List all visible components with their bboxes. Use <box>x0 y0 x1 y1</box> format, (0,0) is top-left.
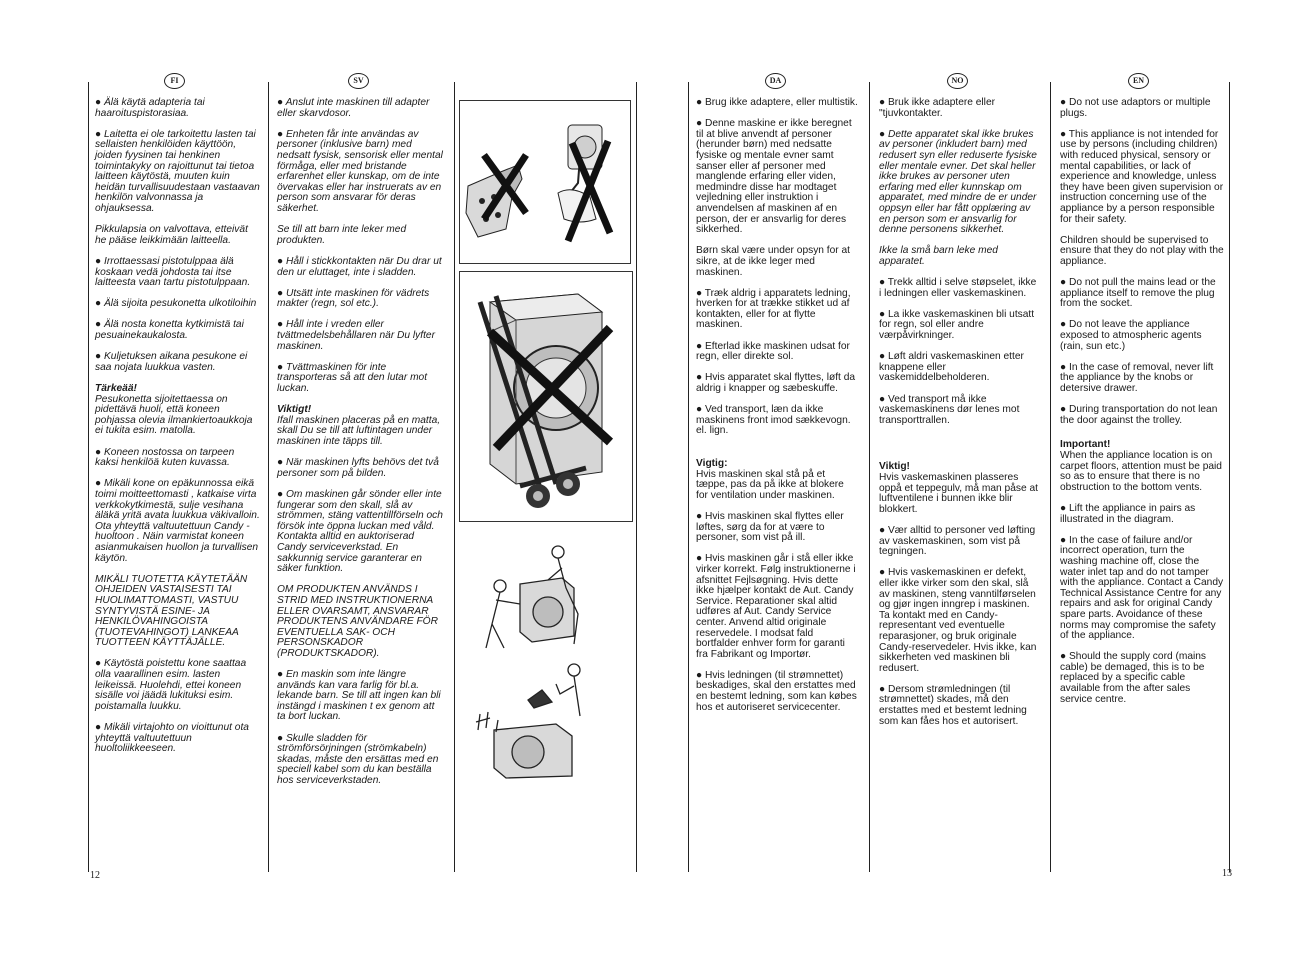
en-important-text: When the appliance location is on carpet floors, attention must be paid so as to ensure that there is no obstruction to the bottom vents. <box>1060 450 1222 493</box>
person-phoning-service-icon <box>476 664 580 778</box>
en-paragraph: ● Do not leave the appliance exposed to atmospheric agents (rain, sun etc.) <box>1060 319 1202 352</box>
no-paragraph: ● Hvis vaskemaskinen er defekt, eller ikke virker som den skal, slå av maskinen, steng vanntilførselen og gjør ingen inngrep i maskinen. Ta kontakt med en Candy-representant ved eventuelle reparasjoner, og bruk originale Candy-reservedeler. Hvis ikke, kan sikkerheten ved maskinen bli redusert. <box>879 567 1037 674</box>
sv-important-text: Ifall maskinen placeras på en matta, skall Du se till att luftintagen under maskinen inte täpps till. <box>277 414 441 447</box>
language-badge-sv: SV <box>348 73 369 89</box>
column-da <box>696 98 858 724</box>
en-paragraph: ● Should the supply cord (mains cable) be demaged, this is to be replaced by a specific cable available from the after sales service centre. <box>1060 651 1207 705</box>
fi-paragraph: Pikkulapsia on valvottava, etteivät he pääse leikkimään laitteella. <box>95 224 248 246</box>
da-paragraph: ● Efterlad ikke maskinen udsat for regn, eller direkte sol. <box>696 340 850 363</box>
da-important-text: Hvis maskinen skal stå på et tæppe, pas da på ikke at blokere for ventilation under maskinen. <box>696 468 844 501</box>
column-rule-7 <box>1050 82 1051 872</box>
no-paragraph-italic: Ikke la små barn leke med apparatet. <box>879 245 998 267</box>
no-important-title: Viktig! <box>879 461 910 473</box>
sv-paragraph: ● När maskinen lyfts behövs det två personer som på bilden. <box>277 457 439 479</box>
fi-important-title: Tärkeää! <box>95 383 137 395</box>
no-paragraph: ● Dersom strømledningen (til strømnettet) skades, må den erstattes med et bestemt ledning som kan fåes hos et autorisert. <box>879 683 1027 727</box>
no-paragraph: ● Løft aldri vaskemaskinen etter knappene eller vaskemiddelbeholderen. <box>879 351 1024 384</box>
da-paragraph: Børn skal være under opsyn for at sikre, at de ikke leger med maskinen. <box>696 245 851 278</box>
sv-important-title: Viktigt! <box>277 404 312 416</box>
fi-paragraph: ● Laitetta ei ole tarkoitettu lasten tai sellaisten henkilöiden käyttöön, joiden fyysinen tai henkinen toimintakyky on rajoittunut tai tietoa laitteen käytöstä, muuten kuin heidän turvallisuudestaan vastaavan henkilön valvonnassa ja ohjauksessa. <box>95 128 260 214</box>
fi-paragraph: MIKÄLI TUOTETTA KÄYTETÄÄN OHJEIDEN VASTAISESTI TAI HUOLIMATTOMASTI, VASTUU SYNTYVISTÄ ESINE- JA HENKILÖVAHINGOISTA (TUOTEVAHINGOT) LANKEAA TUOTTEEN KÄYTTÄJÄLLE. <box>95 573 248 649</box>
language-badge-no: NO <box>947 73 968 89</box>
fi-paragraph: ● Mikäli kone on epäkunnossa eikä toimi moitteettomasti , katkaise virta verkkokytkimestä, sulje vesihana äläkä yritä avata luukkua väkivalloin. Ota yhteyttä valtuutettuun Candy - huoltoon . Näin varmistat koneen asianmukaisen huollon ja turvallisen käytön. <box>95 478 260 564</box>
illustration-trolley-frame <box>459 271 633 522</box>
trolley-washer-crossed-icon <box>480 294 610 508</box>
fi-paragraph: ● Kuljetuksen aikana pesukone ei saa nojata luukkua vasten. <box>95 351 248 373</box>
da-paragraph: ● Brug ikke adaptere, eller multistik. <box>696 97 858 108</box>
da-paragraph: ● Træk aldrig i apparatets ledning, hverken for at trække stikket ud af kontakten, eller for at flytte maskinen. <box>696 287 851 331</box>
no-paragraph: ● Ved transport må ikke vaskemaskinens dør lenes mot transporttrallen. <box>879 393 1020 426</box>
illustration-service <box>470 660 594 780</box>
sv-paragraph: ● Utsätt inte maskinen för vädrets makter (regn, sol etc.). <box>277 287 430 310</box>
en-paragraph: Children should be supervised to ensure that they do not play with the appliance. <box>1060 234 1224 267</box>
sv-paragraph: ● En maskin som inte längre används kan vara farlig för bl.a. lekande barn. Se till att ingen kan bli instängd i maskinen t ex genom att ta bort luckan. <box>277 669 441 723</box>
no-paragraph: ● Trekk alltid i selve støpselet, ikke i ledningen eller vaskemaskinen. <box>879 277 1037 299</box>
plug-adapter-crossed-icon <box>466 155 526 237</box>
column-sv <box>277 98 445 797</box>
sv-paragraph: ● Skulle sladden för strömförsörjningen (strömkabeln) skadas, måste den ersättas med en speciell kabel som du kan beställa hos serviceverkstaden. <box>277 732 439 786</box>
column-en <box>1060 98 1224 716</box>
no-paragraph: ● Vær alltid to personer ved løfting av vaskemaskinen, som vist på tegningen. <box>879 524 1036 558</box>
column-rule-3 <box>454 82 455 872</box>
sv-paragraph: ● Anslut inte maskinen till adapter eller skarvdosor. <box>277 97 430 119</box>
no-important-text: Hvis vaskemaskinen plasseres oppå et teppegulv, må man påse at luftventilene i bunnen ikke blir blokkert. <box>879 472 1038 515</box>
sv-paragraph: OM PRODUKTEN ANVÄNDS I STRID MED INSTRUKTIONERNA ELLER OVARSAMT, ANSVARAR PRODUKTENS ANVÄNDARE FÖR EVENTUELLA SAK- OCH PERSONSKADOR (PRODUKTSKADOR). <box>277 584 438 659</box>
language-badge-en: EN <box>1128 73 1149 89</box>
en-paragraph: ● Do not pull the mains lead or the appliance itself to remove the plug from the socket. <box>1060 277 1216 310</box>
sv-paragraph: ● Håll i stickkontakten när Du drar ut den ur eluttaget, inte i sladden. <box>277 255 442 278</box>
en-paragraph: ● Lift the appliance in pairs as illustrated in the diagram. <box>1060 502 1196 525</box>
fi-important-text: Pesukonetta sijoitettaessa on pidettävä huoli, että koneen pohjassa olevia ilmankiertoaukkoja ei tukita esim. matolla. <box>95 393 253 437</box>
page-number-left: 12 <box>90 870 100 881</box>
no-paragraph-italic: ● Dette apparatet skal ikke brukes av personer (inkludert barn) med redusert syn eller reduserte fysiske eller mentale evner. Det skal heller ikke brukes av personer uten erfaring med eller kunnskap om apparatet, med mindre de er under oppsyn eller har fått opplæring av en person som er ansvarlig for denne personens sikkerhet. <box>879 128 1037 236</box>
two-people-lifting-icon <box>486 546 578 648</box>
page-number-right: 13 <box>1222 868 1232 879</box>
fi-paragraph: ● Älä nosta konetta kytkimistä tai pesuainekaukalosta. <box>95 319 244 342</box>
illustration-lifting <box>478 544 598 652</box>
column-rule-5 <box>688 82 689 872</box>
fi-paragraph: ● Käytöstä poistettu kone saattaa olla vaarallinen esim. lasten leikeissä. Huolehdi, ettei koneen sisälle voi jäädä lukituksi esim. poistamalla luukku. <box>95 658 247 712</box>
fi-paragraph: ● Irrottaessasi pistotulppaa älä koskaan vedä johdosta tai itse laitteesta vaan tartu pistotulppaan. <box>95 255 251 289</box>
da-paragraph: ● Hvis ledningen (til strømnettet) beskadiges, skal den erstattes med en bestemt ledning, som kan købes hos et autoriseret servicecenter. <box>696 669 857 713</box>
da-paragraph: ● Hvis maskinen går i stå eller ikke virker korrekt. Følg instruktionerne i afsnittet Fejlsøgning. Hvis dette ikke hjælper kontakt de Aut. Candy Service. Reparationer skal altid udføres af Aut. Candy Service center. Anvend altid originale reservedele. I modsat fald bortfalder enhver form for garanti fra Fabrikant og Importør. <box>696 553 856 660</box>
da-paragraph: ● Denne maskine er ikke beregnet til at blive anvendt af personer (herunder børn) med nedsatte fysiske og mentale evner samt sanser eller af personer med manglende erfaring eller viden, medmindre disse har modtaget vejledning eller instruktion i anvendelsen af maskinen af en person, der er ansvarlig for deres sikkerhed. <box>696 118 852 236</box>
en-paragraph: ● In the case of removal, never lift the appliance by the knobs or detersive drawer. <box>1060 361 1214 395</box>
column-rule-6 <box>869 82 870 872</box>
column-rule-2 <box>268 82 269 872</box>
fi-paragraph: ● Älä käytä adapteria tai haaroituspistorasiaa. <box>95 97 205 119</box>
en-paragraph: ● During transportation do not lean the door against the trolley. <box>1060 404 1218 426</box>
da-paragraph: ● Hvis maskinen skal flyttes eller løftes, sørg da for at være to personer, som vist på ill. <box>696 510 844 544</box>
fi-paragraph: ● Älä sijoita pesukonetta ulkotiloihin <box>95 298 257 310</box>
en-paragraph: ● In the case of failure and/or incorrect operation, turn the washing machine off, close the water inlet tap and do not tamper with the appliance. Contact a Candy Technical Assistance Centre for any repairs and ask for original Candy spare parts. Avoidance of these norms may compromise the safety of the appliance. <box>1060 534 1224 642</box>
en-paragraph: ● This appliance is not intended for use by persons (including children) with reduced physical, sensory or mental capabilities, or lack of experience and knowledge, unless they have been given supervision or instruction concerning use of the appliance by a person responsible for their safety. <box>1060 128 1224 225</box>
sv-paragraph: ● Enheten får inte användas av personer (inklusive barn) med nedsatt fysisk, sensorisk eller mental förmåga, eller med bristande erfarenhet eller kunskap, om de inte övervakas eller har instruerats av en person som ansvarar för deras säkerhet. <box>277 128 443 214</box>
hand-pulling-cord-crossed-icon <box>558 125 610 241</box>
sv-paragraph: Se till att barn inte leker med produkten. <box>277 224 407 246</box>
da-paragraph: ● Ved transport, læn da ikke maskinens front imod sækkevogn. el. lign. <box>696 404 851 437</box>
fi-paragraph: ● Koneen nostossa on tarpeen kaksi henkilöä kuten kuvassa. <box>95 446 235 469</box>
sv-paragraph: ● Om maskinen går sönder eller inte fungerar som den skall, slå av strömmen, stäng vattentillförseln och försök inte öppna luckan med våld. Kontakta alltid en auktoriserad Candy serviceverkstad. En sakkunnig service garanterar en säker funktion. <box>277 488 443 575</box>
da-paragraph: ● Hvis apparatet skal flyttes, løft da aldrig i knapper og sæbeskuffe. <box>696 372 856 395</box>
no-paragraph: ● La ikke vaskemaskinen bli utsatt for regn, sol eller andre værpåvirkninger. <box>879 308 1035 342</box>
column-fi <box>95 98 260 765</box>
column-rule-8 <box>1229 82 1230 872</box>
sv-paragraph: ● Håll inte i vreden eller tvättmedelsbehållaren när Du lyfter maskinen. <box>277 319 435 352</box>
sv-paragraph: ● Tvättmaskinen för inte transporteras så att den lutar mot luckan. <box>277 361 428 395</box>
column-no <box>879 98 1041 738</box>
da-important-title: Vigtig: <box>696 458 728 469</box>
language-badge-fi: FI <box>164 73 185 89</box>
no-paragraph: ● Bruk ikke adaptere eller "tjuvkontakter. <box>879 97 996 119</box>
language-badge-da: DA <box>765 73 786 89</box>
fi-paragraph: ● Mikäli virtajohto on vioittunut ota yhteyttä valtuutettuun huoltoliikkeeseen. <box>95 722 249 755</box>
en-paragraph: ● Do not use adaptors or multiple plugs. <box>1060 97 1211 119</box>
column-rule-1 <box>88 82 89 872</box>
illustration-plug-frame <box>459 100 631 264</box>
column-rule-4 <box>636 82 637 872</box>
en-important-title: Important! <box>1060 439 1111 451</box>
